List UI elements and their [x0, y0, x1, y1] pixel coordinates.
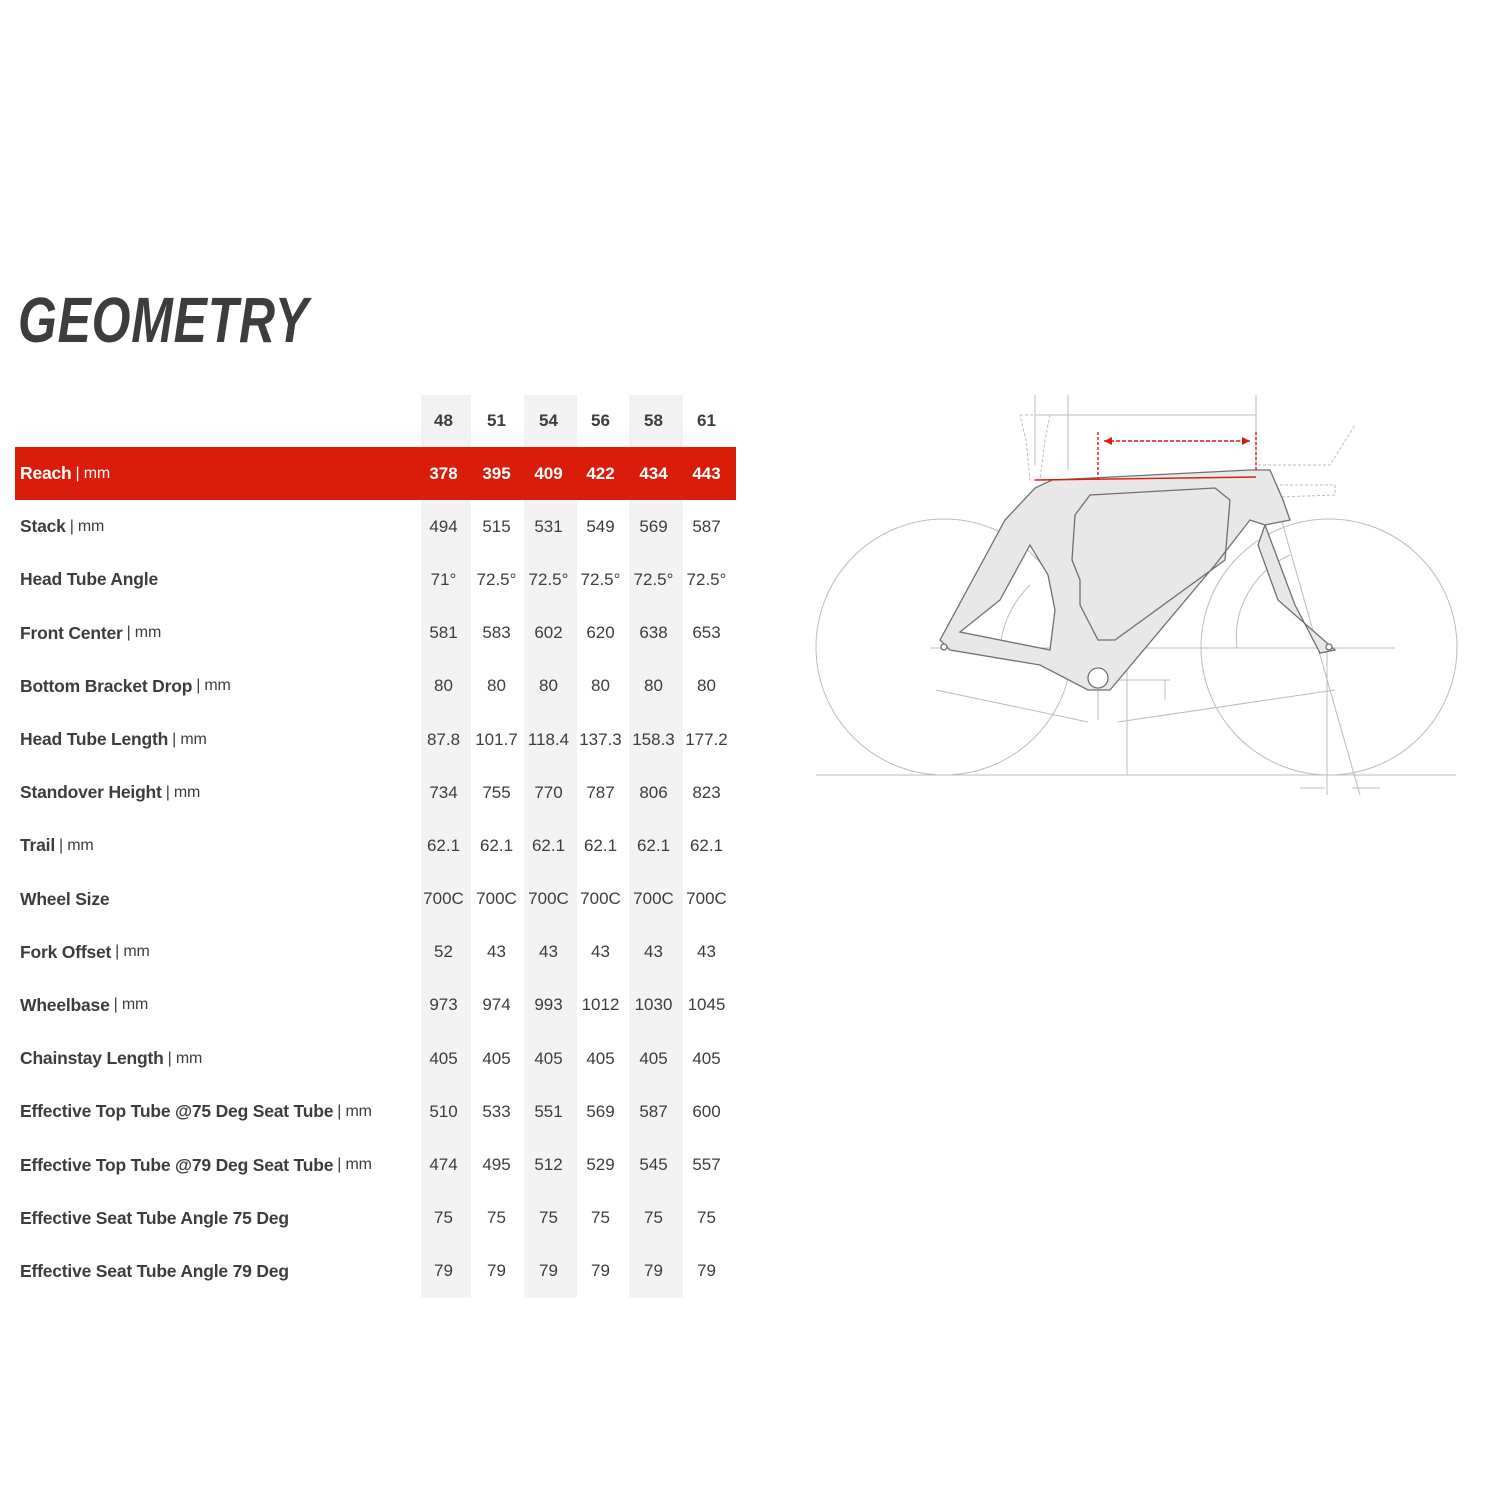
row-value: 1030: [634, 995, 673, 1015]
size-header: 56: [591, 411, 610, 430]
row-label: [20, 926, 150, 979]
row-value: 405: [692, 1048, 721, 1068]
row-value: 653: [692, 623, 721, 643]
table-row: [15, 713, 736, 766]
row-label: [20, 819, 93, 872]
row-value: 62.1: [583, 835, 618, 855]
page-title: GEOMETRY: [18, 284, 310, 356]
row-value: 75: [487, 1208, 506, 1228]
table-row: [15, 660, 736, 713]
row-value: 62.1: [479, 835, 514, 855]
row-value: 72.5°: [686, 569, 727, 589]
bike-frame: [940, 470, 1335, 690]
row-label-name: Head Tube Angle: [20, 569, 158, 590]
row-value: 551: [534, 1101, 563, 1121]
table-row: [15, 926, 736, 979]
row-value: 72.5°: [633, 569, 674, 589]
row-value: 549: [586, 516, 615, 536]
table-row: [15, 1192, 736, 1245]
row-value: 43: [591, 942, 610, 962]
row-value: 80: [487, 676, 506, 696]
row-label-name: Stack: [20, 516, 66, 537]
bike-geometry-diagram: [810, 385, 1470, 805]
row-value: 72.5°: [528, 569, 569, 589]
row-value: 494: [429, 516, 458, 536]
row-value: 587: [639, 1101, 668, 1121]
row-label-name: Fork Offset: [20, 941, 112, 962]
row-label-name: Trail: [20, 835, 55, 856]
row-value: 80: [697, 676, 716, 696]
row-value: 43: [644, 942, 663, 962]
row-value: 75: [644, 1208, 663, 1228]
row-value: 512: [534, 1155, 563, 1175]
row-value: 72.5°: [476, 569, 517, 589]
row-label: [20, 607, 161, 660]
row-value: 973: [429, 995, 458, 1015]
row-value: 602: [534, 623, 563, 643]
row-value: 533: [482, 1101, 511, 1121]
row-label-name: Wheel Size: [20, 888, 110, 909]
row-label: [20, 1245, 293, 1298]
row-label-unit: | mm: [337, 1156, 372, 1174]
row-label-name: Bottom Bracket Drop: [20, 675, 193, 696]
size-header-row: [15, 395, 736, 447]
row-value: 158.3: [632, 729, 675, 749]
table-row: [15, 500, 736, 553]
row-value: 557: [692, 1155, 721, 1175]
size-header: 54: [539, 411, 558, 430]
row-label-name: Standover Height: [20, 782, 162, 803]
row-label: [20, 1085, 372, 1138]
row-value: 75: [539, 1208, 558, 1228]
row-value: 405: [586, 1048, 615, 1068]
row-label-unit: | mm: [126, 624, 162, 642]
row-label-name: Chainstay Length: [20, 1048, 164, 1069]
row-value: 587: [692, 516, 721, 536]
row-value: 600: [692, 1101, 721, 1121]
row-value: 52: [434, 942, 453, 962]
table-row: [15, 1138, 736, 1191]
row-value: 583: [482, 623, 511, 643]
row-value: 569: [586, 1101, 615, 1121]
row-value: 700C: [580, 889, 621, 909]
row-label-unit: | mm: [69, 517, 105, 535]
row-label: [20, 660, 231, 713]
row-value: 515: [482, 516, 511, 536]
row-value: 638: [639, 623, 668, 643]
row-value: 434: [639, 463, 668, 483]
row-value: 79: [539, 1261, 558, 1281]
table-row: [15, 1032, 736, 1085]
row-label-unit: | mm: [113, 996, 149, 1014]
row-value: 787: [586, 782, 615, 802]
row-label: [20, 979, 148, 1032]
row-value: 137.3: [579, 729, 622, 749]
row-value: 75: [591, 1208, 610, 1228]
row-value: 80: [644, 676, 663, 696]
row-label-unit: | mm: [75, 464, 110, 482]
row-value: 409: [534, 463, 563, 483]
row-label-name: Front Center: [20, 622, 123, 643]
row-label: [20, 1192, 293, 1245]
row-value: 72.5°: [580, 569, 621, 589]
row-value: 545: [639, 1155, 668, 1175]
row-label-unit: | mm: [167, 1049, 203, 1067]
size-header: 51: [487, 411, 506, 430]
row-value: 43: [539, 942, 558, 962]
row-value: 531: [534, 516, 563, 536]
row-value: 101.7: [475, 729, 518, 749]
row-value: 177.2: [685, 729, 728, 749]
size-header: 61: [697, 411, 716, 430]
row-value: 62.1: [689, 835, 724, 855]
table-row: [15, 873, 736, 926]
row-value: 405: [429, 1048, 458, 1068]
row-label: [20, 447, 110, 500]
row-value: 378: [429, 463, 458, 483]
row-value: 80: [434, 676, 453, 696]
row-value: 405: [639, 1048, 668, 1068]
row-value: 71°: [430, 569, 457, 589]
row-value: 405: [534, 1048, 563, 1068]
row-label: [20, 873, 113, 926]
row-value: 700C: [423, 889, 464, 909]
row-value: 62.1: [636, 835, 671, 855]
row-value: 510: [429, 1101, 458, 1121]
row-label-unit: | mm: [59, 836, 94, 854]
row-label: [20, 1138, 372, 1191]
table-row: [15, 1085, 736, 1138]
row-value: 806: [639, 782, 668, 802]
row-label-unit: | mm: [337, 1102, 372, 1120]
row-value: 80: [539, 676, 558, 696]
row-label: [20, 1032, 202, 1085]
row-label-name: Head Tube Length: [20, 729, 169, 750]
row-value: 79: [697, 1261, 716, 1281]
row-label-unit: | mm: [172, 730, 207, 748]
row-value: 43: [487, 942, 506, 962]
row-value: 529: [586, 1155, 615, 1175]
row-label-name: Effective Seat Tube Angle 79 Deg: [20, 1260, 289, 1281]
row-label-name: Reach: [20, 463, 72, 484]
row-label-name: Effective Seat Tube Angle 75 Deg: [20, 1207, 289, 1228]
geometry-table: [15, 395, 736, 1298]
row-value: 118.4: [527, 729, 570, 749]
row-value: 1012: [581, 995, 620, 1015]
row-value: 755: [482, 782, 511, 802]
row-value: 700C: [476, 889, 517, 909]
table-row: [15, 607, 736, 660]
table-row: [15, 819, 736, 872]
table-row: [15, 447, 736, 500]
row-value: 62.1: [531, 835, 566, 855]
row-label-unit: | mm: [115, 943, 150, 961]
row-value: 80: [591, 676, 610, 696]
row-value: 734: [429, 782, 458, 802]
row-value: 770: [534, 782, 563, 802]
table-row: [15, 1245, 736, 1298]
row-value: 974: [482, 995, 511, 1015]
row-label-name: Effective Top Tube @79 Deg Seat Tube: [20, 1154, 334, 1175]
row-value: 79: [591, 1261, 610, 1281]
row-label: [20, 766, 200, 819]
row-value: 700C: [686, 889, 727, 909]
row-value: 700C: [633, 889, 674, 909]
row-value: 75: [434, 1208, 453, 1228]
row-value: 1045: [687, 995, 726, 1015]
row-value: 43: [697, 942, 716, 962]
row-label: [20, 553, 162, 606]
row-label-name: Effective Top Tube @75 Deg Seat Tube: [20, 1101, 334, 1122]
row-label-unit: | mm: [196, 677, 231, 695]
row-value: 993: [534, 995, 563, 1015]
row-value: 443: [692, 463, 721, 483]
row-value: 422: [586, 463, 615, 483]
row-label-name: Wheelbase: [20, 994, 110, 1015]
row-value: 395: [482, 463, 511, 483]
row-value: 700C: [528, 889, 569, 909]
row-value: 620: [586, 623, 615, 643]
row-value: 581: [429, 623, 458, 643]
size-header: 58: [644, 411, 663, 430]
table-row: [15, 766, 736, 819]
row-value: 79: [644, 1261, 663, 1281]
table-row: [15, 979, 736, 1032]
row-value: 405: [482, 1048, 511, 1068]
row-value: 474: [429, 1155, 458, 1175]
row-value: 75: [697, 1208, 716, 1228]
table-row: [15, 553, 736, 606]
row-label: [20, 713, 207, 766]
row-label: [20, 500, 104, 553]
row-value: 79: [434, 1261, 453, 1281]
row-value: 495: [482, 1155, 511, 1175]
row-value: 823: [692, 782, 721, 802]
row-value: 87.8: [426, 729, 461, 749]
row-value: 62.1: [426, 835, 461, 855]
row-value: 79: [487, 1261, 506, 1281]
row-value: 569: [639, 516, 668, 536]
row-label-unit: | mm: [165, 783, 201, 801]
size-header: 48: [434, 411, 453, 430]
